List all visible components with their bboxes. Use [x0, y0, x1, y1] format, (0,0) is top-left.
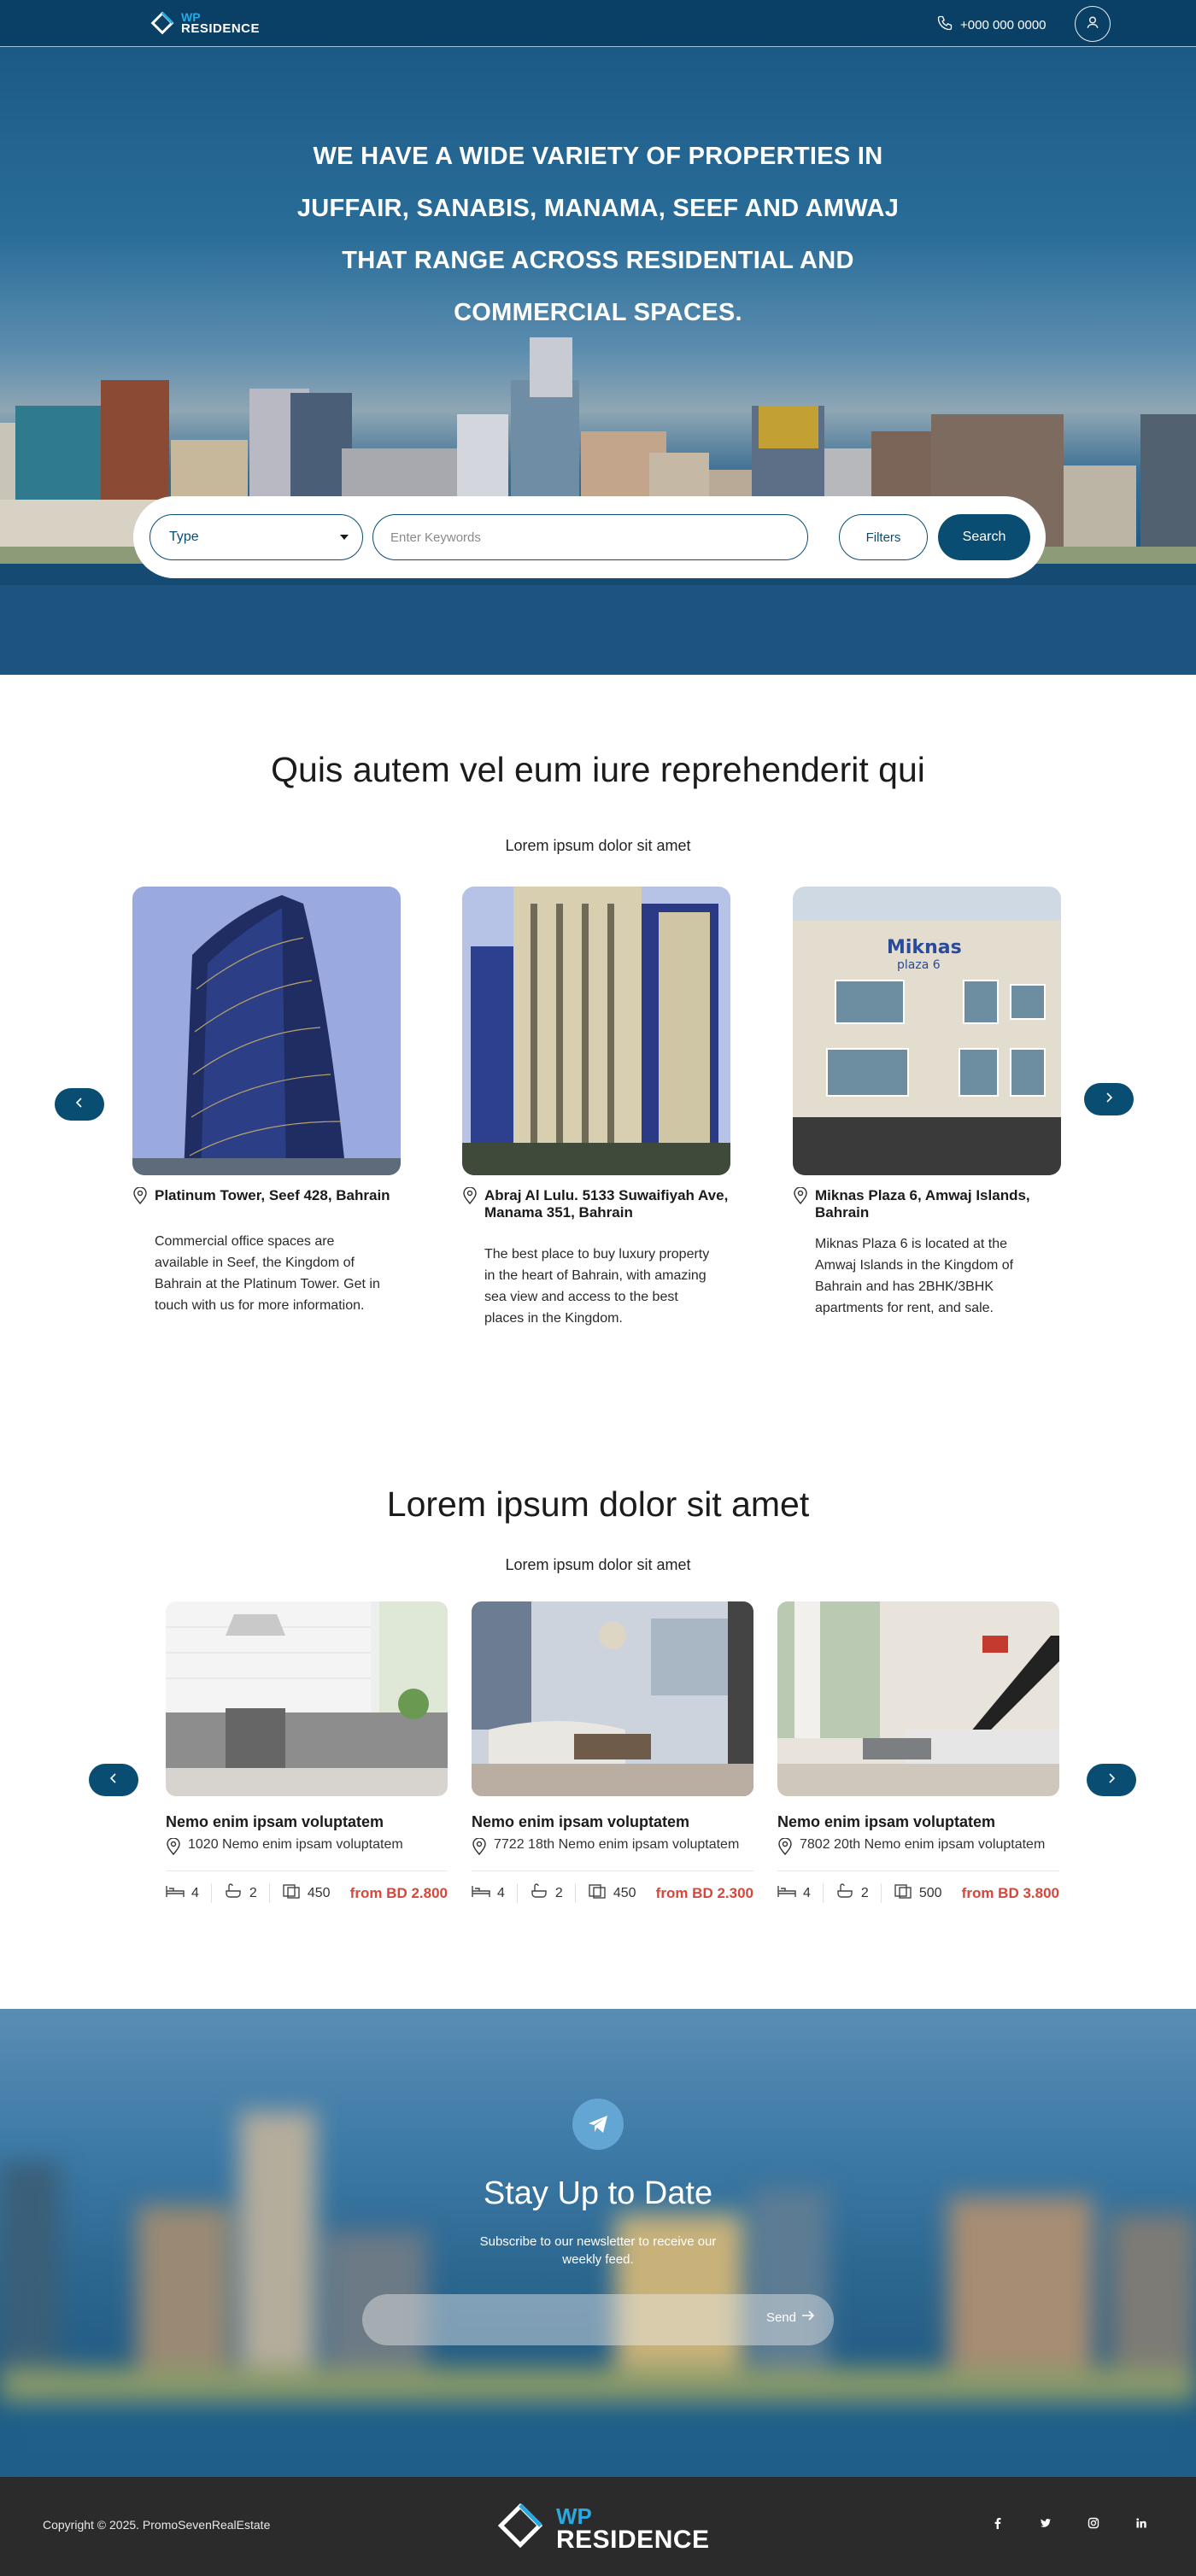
location-image — [793, 887, 1061, 1175]
chevron-left-icon — [108, 1772, 120, 1789]
baths-count: 2 — [249, 1885, 257, 1900]
logo-text — [556, 2504, 710, 2552]
instagram-icon[interactable] — [1087, 2515, 1100, 2532]
location-image — [462, 887, 730, 1175]
section-title: Lorem ipsum dolor sit amet — [386, 1484, 810, 1524]
hero-title — [256, 131, 940, 339]
newsletter-subtitle: Subscribe to our newsletter to receive our weekly feed. — [479, 2234, 717, 2267]
bed-icon — [777, 1883, 796, 1903]
site-footer — [0, 2477, 1196, 2576]
area-info — [282, 1883, 331, 1903]
map-pin-icon — [793, 1187, 808, 1221]
caret-down-icon — [340, 535, 349, 540]
type-select-label: Type — [169, 530, 199, 544]
location-header — [132, 1187, 401, 1209]
hero-skyline-image — [0, 303, 1196, 675]
property-card[interactable] — [472, 1601, 753, 1903]
bath-icon — [835, 1883, 854, 1903]
section-subtitle: Lorem ipsum dolor sit amet — [505, 837, 691, 854]
property-address — [166, 1836, 448, 1859]
arrow-right-icon — [801, 2310, 815, 2325]
property-meta — [472, 1871, 753, 1903]
beds-count: 4 — [497, 1885, 505, 1900]
send-button[interactable] — [766, 2310, 815, 2325]
area-icon — [588, 1883, 607, 1903]
newsletter-section — [0, 2009, 1196, 2477]
chevron-right-icon — [1105, 1772, 1117, 1789]
location-title: Platinum Tower, Seef 428, Bahrain — [155, 1187, 390, 1203]
location-header — [793, 1187, 1061, 1221]
section-title: Quis autem vel eum iure reprehenderit qui — [271, 750, 925, 789]
logo-residence: RESIDENCE — [181, 21, 261, 36]
property-address-text: 7722 18th Nemo enim ipsam voluptatem — [494, 1837, 740, 1852]
property-title: Nemo enim ipsam voluptatem — [472, 1813, 690, 1830]
miknas-sign-text-plaza: plaza 6 — [897, 958, 941, 972]
property-title: Nemo enim ipsam voluptatem — [777, 1813, 996, 1830]
carousel-next-button[interactable] — [1084, 1083, 1134, 1115]
section-subtitle: Lorem ipsum dolor sit amet — [505, 1556, 691, 1573]
location-description: The best place to buy luxury property in the heart of Bahrain, with amazing sea view and access to the best places in the Kingdom. — [484, 1247, 710, 1326]
baths-info — [835, 1883, 882, 1903]
logo-wp: WP — [556, 2503, 592, 2529]
footer-logo[interactable] — [493, 2498, 710, 2557]
property-address-text: 1020 Nemo enim ipsam voluptatem — [188, 1837, 403, 1852]
newsletter-email-input[interactable] — [379, 2303, 721, 2337]
account-button[interactable] — [1075, 6, 1111, 42]
map-pin-icon — [777, 1836, 793, 1859]
phone-number: +000 000 0000 — [960, 17, 1046, 32]
twitter-icon[interactable] — [1039, 2515, 1052, 2532]
logo-residence: RESIDENCE — [556, 2525, 710, 2554]
location-title: Abraj Al Lulu. 5133 Suwaifiyah Ave, Manama 351, Bahrain — [484, 1187, 729, 1221]
telegram-icon — [572, 2099, 624, 2150]
hero-title-line: JUFFAIR, SANABIS, MANAMA, SEEF AND AMWAJ — [296, 195, 900, 222]
property-title: Nemo enim ipsam voluptatem — [166, 1813, 384, 1830]
beds-count: 4 — [191, 1885, 199, 1900]
location-title: Miknas Plaza 6, Amwaj Islands, Bahrain — [815, 1187, 1030, 1221]
search-button[interactable]: Search — [938, 514, 1030, 560]
area-icon — [282, 1883, 301, 1903]
hero-title-line: THAT RANGE ACROSS RESIDENTIAL AND — [342, 247, 854, 274]
hero-banner — [0, 47, 1196, 675]
social-links — [991, 2515, 1148, 2532]
filters-button[interactable]: Filters — [839, 514, 928, 560]
bed-icon — [166, 1883, 185, 1903]
chevron-right-icon — [1103, 1092, 1115, 1108]
area-value: 500 — [918, 1885, 942, 1900]
type-select[interactable] — [150, 514, 363, 560]
beds-info — [777, 1883, 824, 1903]
chevron-left-icon — [73, 1097, 85, 1113]
map-pin-icon — [132, 1187, 148, 1209]
area-info — [894, 1883, 942, 1903]
property-price: from BD 2.800 — [349, 1884, 448, 1901]
map-pin-icon — [472, 1836, 487, 1859]
baths-info — [224, 1883, 270, 1903]
property-meta — [777, 1871, 1059, 1903]
copyright-text: Copyright © 2025. PromoSevenRealEstate — [43, 2518, 271, 2532]
beds-info — [166, 1883, 212, 1903]
map-pin-icon — [166, 1836, 181, 1859]
property-address — [472, 1836, 753, 1859]
map-pin-icon — [462, 1187, 478, 1221]
logo-text — [181, 12, 260, 34]
logo-diamond-icon — [149, 9, 176, 37]
newsletter-title: Stay Up to Date — [483, 2175, 713, 2211]
location-image — [132, 887, 401, 1175]
property-image — [777, 1601, 1059, 1796]
location-header — [462, 1187, 730, 1221]
property-card[interactable] — [166, 1601, 448, 1903]
logo-diamond-icon — [493, 2498, 548, 2557]
site-logo[interactable] — [149, 9, 260, 37]
site-header — [0, 0, 1196, 47]
location-card[interactable] — [793, 887, 1061, 1319]
property-meta — [166, 1871, 448, 1903]
hero-title-line: WE HAVE A WIDE VARIETY OF PROPERTIES IN — [313, 143, 883, 170]
baths-count: 2 — [554, 1885, 563, 1900]
property-price: from BD 2.300 — [655, 1884, 753, 1901]
baths-info — [530, 1883, 576, 1903]
miknas-sign-text: Miknas — [887, 937, 962, 958]
location-card[interactable] — [462, 887, 730, 1329]
carousel-prev-button[interactable] — [55, 1088, 104, 1121]
carousel-prev-button[interactable] — [89, 1764, 138, 1796]
send-label: Send — [765, 2310, 796, 2325]
bed-icon — [472, 1883, 490, 1903]
property-search-bar — [133, 496, 1046, 578]
area-value: 450 — [613, 1885, 636, 1900]
area-icon — [894, 1883, 912, 1903]
location-card[interactable] — [132, 887, 401, 1316]
beds-count: 4 — [803, 1885, 811, 1900]
linkedin-icon[interactable] — [1134, 2515, 1148, 2532]
hero-title-line: COMMERCIAL SPACES. — [454, 299, 742, 326]
property-address — [777, 1836, 1059, 1859]
property-image — [472, 1601, 753, 1796]
property-card[interactable] — [777, 1601, 1059, 1903]
property-address-text: 7802 20th Nemo enim ipsam voluptatem — [800, 1837, 1046, 1852]
area-value: 450 — [307, 1885, 331, 1900]
baths-count: 2 — [860, 1885, 869, 1900]
newsletter-form — [362, 2294, 834, 2345]
property-price: from BD 3.800 — [961, 1884, 1059, 1901]
location-description: Miknas Plaza 6 is located at the Amwaj Islands in the Kingdom of Bahrain and has 2BHK/3BHK apartments for rent, and sale. — [815, 1237, 1014, 1315]
location-description: Commercial office spaces are available in Seef, the Kingdom of Bahrain at the Platinum Tower. Get in touch with us for more information. — [155, 1234, 380, 1313]
phone-icon — [936, 15, 953, 35]
keywords-input[interactable] — [372, 514, 808, 560]
property-image — [166, 1601, 448, 1796]
bath-icon — [530, 1883, 548, 1903]
facebook-icon[interactable] — [991, 2515, 1005, 2532]
bath-icon — [224, 1883, 243, 1903]
beds-info — [472, 1883, 518, 1903]
user-icon — [1084, 14, 1101, 35]
area-info — [588, 1883, 636, 1903]
header-phone[interactable] — [936, 15, 1046, 35]
carousel-next-button[interactable] — [1087, 1764, 1136, 1796]
logo-wp: WP — [181, 10, 201, 24]
